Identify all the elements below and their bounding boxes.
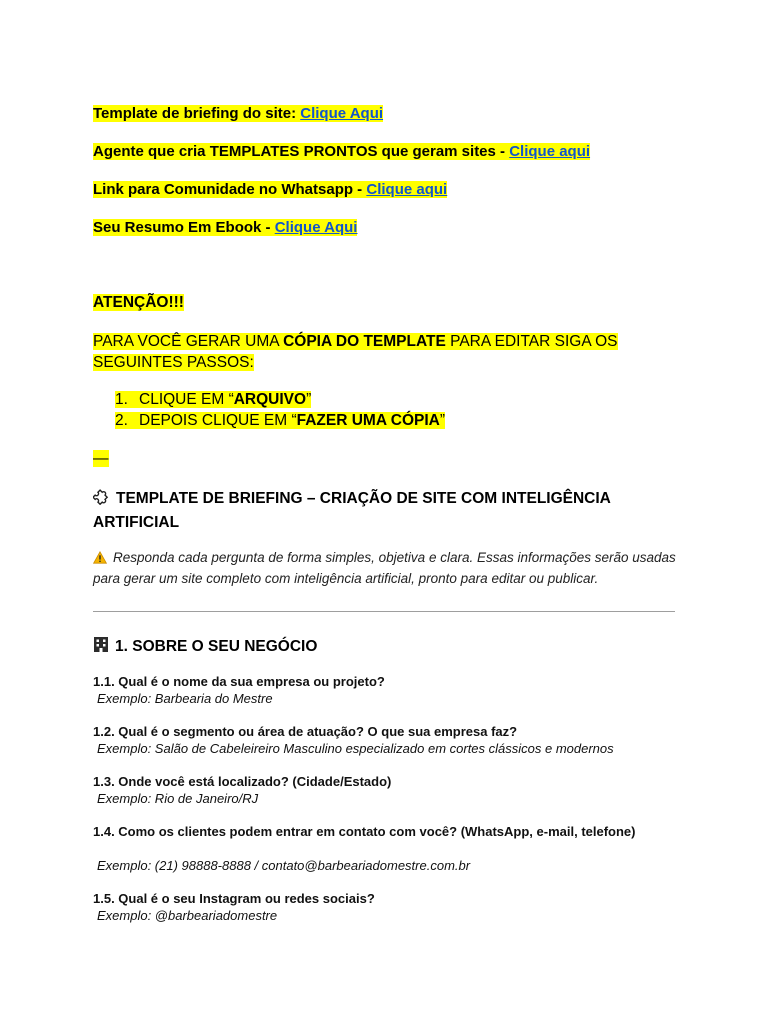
building-icon — [93, 636, 109, 660]
question-example: Exemplo: Barbearia do Mestre — [97, 691, 273, 706]
question: 1.4. Como os clientes podem entrar em contato com você? (WhatsApp, e-mail, telefone) — [93, 824, 636, 839]
section-1-title: 1. SOBRE O SEU NEGÓCIO — [93, 636, 317, 660]
attention-title: ATENÇÃO!!! — [93, 294, 184, 311]
dash-separator: — — [93, 450, 109, 467]
link-line-community: Link para Comunidade no Whatsapp - Clique aqui — [93, 181, 448, 198]
warning-icon — [93, 550, 107, 569]
briefing-template-link[interactable]: Clique Aqui — [300, 105, 384, 122]
step-item: 1. CLIQUE EM “ARQUIVO” — [115, 391, 312, 408]
question-example: Exemplo: Salão de Cabeleireiro Masculino especializado em cortes clássicos e modernos — [97, 741, 614, 756]
step-item: 2. DEPOIS CLIQUE EM “FAZER UMA CÓPIA” — [115, 412, 446, 429]
briefing-title: TEMPLATE DE BRIEFING – CRIAÇÃO DE SITE COM INTELIGÊNCIA ARTIFICIAL — [93, 490, 611, 531]
puzzle-icon — [93, 488, 110, 512]
horizontal-rule — [93, 611, 675, 612]
question: 1.1. Qual é o nome da sua empresa ou projeto? — [93, 674, 385, 689]
question: 1.5. Qual é o seu Instagram ou redes sociais? — [93, 891, 375, 906]
question: 1.3. Onde você está localizado? (Cidade/Estado) — [93, 774, 392, 789]
link-line-agent: Agente que cria TEMPLATES PRONTOS que geram sites - Clique aqui — [93, 143, 591, 160]
briefing-note: Responda cada pergunta de forma simples, objetiva e clara. Essas informações serão usadas para gerar um site completo com inteligência artificial, pronto para editar ou publicar. — [93, 550, 676, 586]
steps-list — [115, 389, 445, 431]
question-example: Exemplo: @barbeariadomestre — [97, 908, 278, 923]
link-line-ebook: Seu Resumo Em Ebook - Clique Aqui — [93, 219, 358, 236]
question: 1.2. Qual é o segmento ou área de atuação? O que sua empresa faz? — [93, 724, 518, 739]
question-example: Exemplo: Rio de Janeiro/RJ — [97, 791, 259, 806]
ebook-summary-link[interactable]: Clique Aqui — [274, 219, 358, 236]
link-line-briefing: Template de briefing do site: Clique Aqui — [93, 105, 384, 122]
agent-templates-link[interactable]: Clique aqui — [509, 143, 591, 160]
question-example: Exemplo: (21) 98888-8888 / contato@barbeariadomestre.com.br — [97, 858, 471, 873]
whatsapp-community-link[interactable]: Clique aqui — [366, 181, 448, 198]
attention-intro: PARA VOCÊ GERAR UMA CÓPIA DO TEMPLATE PARA EDITAR SIGA OS SEGUINTES PASSOS: — [93, 333, 618, 371]
